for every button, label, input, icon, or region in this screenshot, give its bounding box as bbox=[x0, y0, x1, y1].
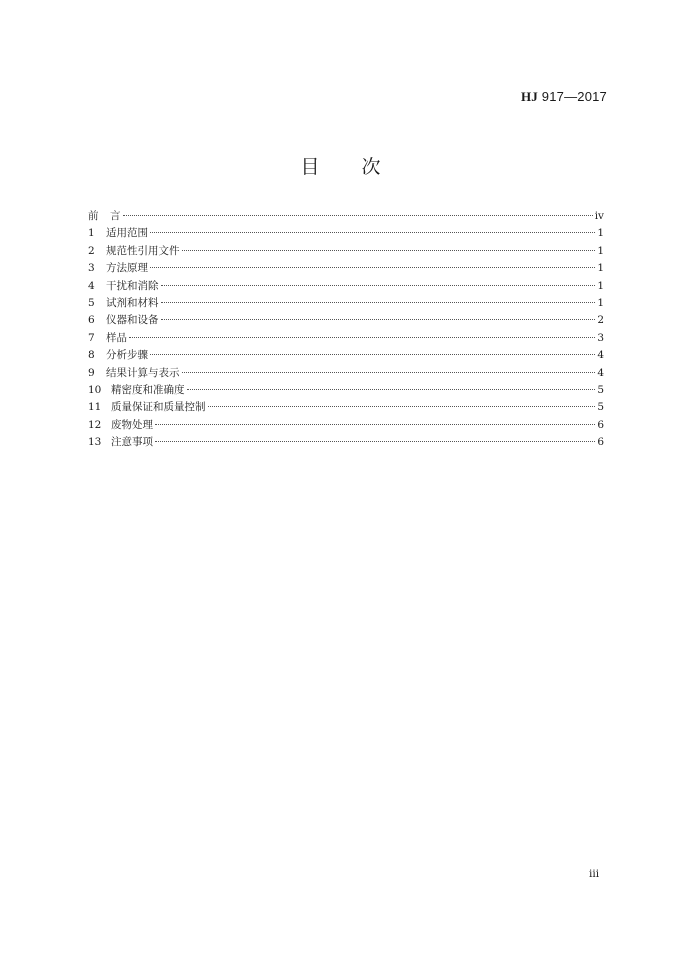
toc-entry-number: 11 bbox=[88, 401, 102, 414]
toc-entry-label: 精密度和准确度 bbox=[111, 383, 185, 396]
toc-entry-page: 1 bbox=[597, 227, 604, 240]
toc-entry[interactable] bbox=[88, 382, 604, 399]
toc-entry-number: 前 bbox=[88, 210, 99, 222]
toc-entry-page: 5 bbox=[597, 401, 604, 414]
toc-leader-dots bbox=[150, 232, 595, 233]
toc-entry-label: 方法原理 bbox=[106, 262, 148, 275]
toc-entry-page: 5 bbox=[597, 383, 604, 396]
toc-entry-number: 12 bbox=[88, 418, 102, 431]
toc-entry-number: 6 bbox=[88, 314, 95, 327]
toc-entry-label: 规范性引用文件 bbox=[106, 244, 180, 257]
toc-entry-label: 言 bbox=[110, 210, 121, 222]
page-folio: iii bbox=[589, 868, 600, 880]
toc-leader-dots bbox=[129, 337, 595, 338]
toc-leader-dots bbox=[182, 372, 596, 373]
toc-leader-dots bbox=[208, 406, 596, 407]
toc-entry-number: 2 bbox=[88, 244, 95, 257]
standard-code bbox=[521, 89, 607, 105]
toc-leader-dots bbox=[150, 354, 595, 355]
toc-entry-page: 1 bbox=[597, 279, 604, 292]
toc-entry-label: 样品 bbox=[106, 331, 127, 344]
toc-entry[interactable] bbox=[88, 417, 604, 434]
toc-entry-label: 分析步骤 bbox=[106, 349, 148, 362]
toc-entry[interactable] bbox=[88, 225, 604, 242]
toc-entry-label: 废物处理 bbox=[111, 418, 153, 431]
toc-entry-number: 3 bbox=[88, 262, 95, 275]
toc-entry-number: 13 bbox=[88, 436, 102, 449]
toc-entry[interactable] bbox=[88, 330, 604, 347]
toc-entry-label: 注意事项 bbox=[111, 436, 153, 449]
toc-entry[interactable] bbox=[88, 243, 604, 260]
toc-entry-page: 4 bbox=[597, 349, 604, 362]
title-char-2: 次 bbox=[361, 156, 381, 178]
toc-leader-dots bbox=[161, 319, 596, 320]
standard-prefix: HJ bbox=[520, 89, 538, 104]
toc-entry[interactable] bbox=[88, 399, 604, 416]
toc-entry-page: 1 bbox=[597, 244, 604, 257]
toc-entry-page: iv bbox=[594, 210, 604, 222]
toc-entry-label: 试剂和材料 bbox=[106, 296, 159, 309]
toc-entry-label: 质量保证和质量控制 bbox=[111, 401, 206, 414]
toc-entry-page: 2 bbox=[597, 314, 604, 327]
toc-entry[interactable] bbox=[88, 260, 604, 277]
page-title bbox=[0, 152, 681, 179]
toc-leader-dots bbox=[155, 424, 595, 425]
table-of-contents bbox=[88, 208, 604, 451]
toc-entry-number: 10 bbox=[88, 383, 102, 396]
toc-entry[interactable] bbox=[88, 434, 604, 451]
standard-number: 917—2017 bbox=[541, 89, 607, 104]
toc-entry-label: 干扰和消除 bbox=[106, 279, 159, 292]
toc-entry-page: 6 bbox=[597, 418, 604, 431]
toc-leader-dots bbox=[123, 215, 593, 216]
toc-entry-number: 1 bbox=[88, 227, 95, 240]
toc-entry-page: 1 bbox=[597, 296, 604, 309]
toc-entry[interactable] bbox=[88, 312, 604, 329]
title-char-1: 目 bbox=[300, 156, 320, 178]
toc-leader-dots bbox=[182, 250, 596, 251]
toc-leader-dots bbox=[161, 285, 596, 286]
toc-entry-number: 7 bbox=[88, 331, 95, 344]
toc-entry[interactable] bbox=[88, 347, 604, 364]
toc-entry[interactable] bbox=[88, 365, 604, 382]
toc-leader-dots bbox=[155, 441, 595, 442]
toc-entry-number: 8 bbox=[88, 349, 95, 362]
toc-entry-page: 1 bbox=[597, 262, 604, 275]
toc-leader-dots bbox=[150, 267, 595, 268]
toc-entry-page: 6 bbox=[597, 436, 604, 449]
toc-leader-dots bbox=[187, 389, 596, 390]
toc-entry[interactable] bbox=[88, 295, 604, 312]
toc-entry-label: 适用范围 bbox=[106, 227, 148, 240]
toc-entry-number: 4 bbox=[88, 279, 95, 292]
toc-entry-number: 5 bbox=[88, 296, 95, 309]
toc-entry-page: 4 bbox=[597, 366, 604, 379]
toc-entry[interactable] bbox=[88, 278, 604, 295]
toc-entry-label: 仪器和设备 bbox=[106, 314, 159, 327]
toc-entry-number: 9 bbox=[88, 366, 95, 379]
toc-entry-page: 3 bbox=[597, 331, 604, 344]
toc-entry-foreword[interactable] bbox=[88, 208, 604, 225]
toc-leader-dots bbox=[161, 302, 596, 303]
toc-entry-label: 结果计算与表示 bbox=[106, 366, 180, 379]
